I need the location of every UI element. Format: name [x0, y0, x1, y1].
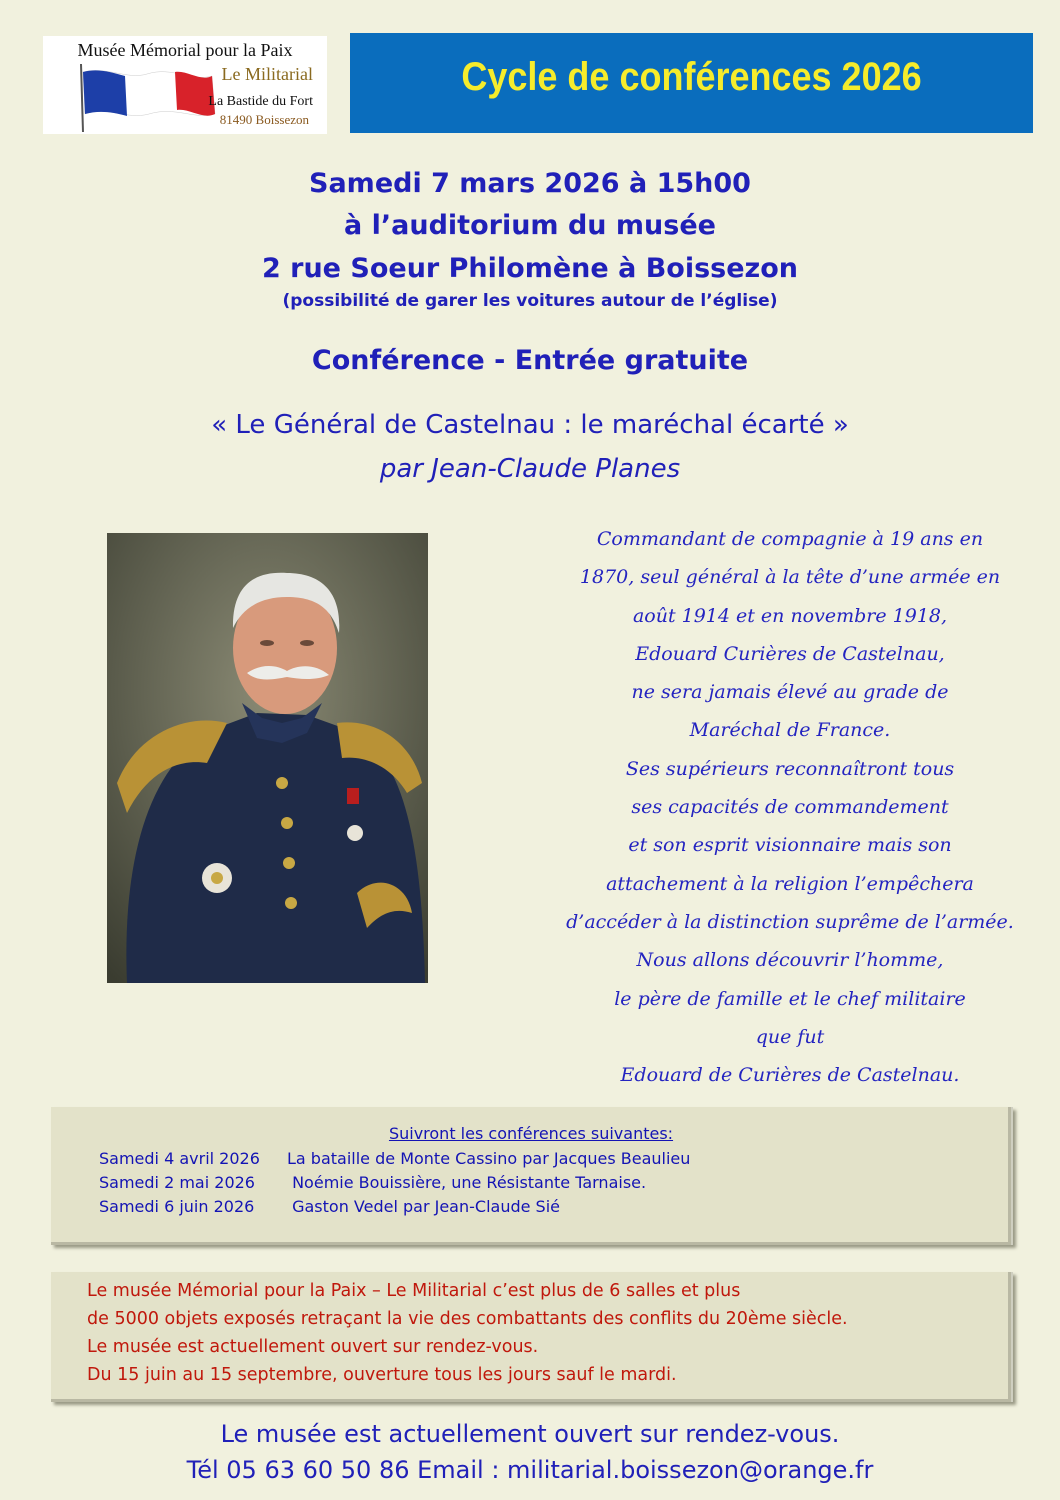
biography-line: Maréchal de France.	[689, 719, 891, 742]
upcoming-header: Suivront les conférences suivantes:	[388, 1124, 674, 1143]
biography-line: ne sera jamais élevé au grade de	[631, 681, 949, 704]
biography-line: Nous allons découvrir l’homme,	[636, 949, 944, 972]
footer-contact: Tél 05 63 60 50 86 Email : militarial.boissezon@orange.fr	[186, 1456, 874, 1484]
event-address: 2 rue Soeur Philomène à Boissezon	[261, 253, 799, 284]
list-item	[99, 1197, 560, 1216]
museum-info-line: Le musée est actuellement ouvert sur rendez-vous.	[87, 1337, 539, 1357]
conference-date: Samedi 6 juin 2026	[99, 1197, 255, 1216]
biography-line: le père de famille et le chef militaire	[614, 987, 966, 1010]
event-type: Conférence - Entrée gratuite	[311, 345, 749, 376]
conference-title: Noémie Bouissière, une Résistante Tarnaise.	[287, 1173, 647, 1192]
event-date: Samedi 7 mars 2026 à 15h00	[309, 168, 751, 199]
biography-line: attachement à la religion l’empêchera	[606, 872, 974, 895]
biography-line: ses capacités de commandement	[631, 796, 949, 819]
footer-opening: Le musée est actuellement ouvert sur rendez-vous.	[220, 1420, 840, 1448]
museum-info-line: Le musée Mémorial pour la Paix – Le Militarial c’est plus de 6 salles et plus	[87, 1281, 741, 1301]
title-banner	[350, 33, 1033, 133]
upcoming-conferences-box	[51, 1107, 1013, 1245]
general-portrait-image	[107, 533, 428, 983]
biography-line: et son esprit visionnaire mais son	[628, 834, 952, 857]
event-venue: à l’auditorium du musée	[344, 210, 716, 241]
conference-date: Samedi 4 avril 2026	[99, 1149, 260, 1168]
general-portrait-icon	[107, 533, 428, 983]
conference-date: Samedi 2 mai 2026	[99, 1173, 255, 1192]
biography-line: Commandant de compagnie à 19 ans en	[596, 528, 984, 550]
museum-info-line: de 5000 objets exposés retraçant la vie des combattants des conflits du 20ème siècle.	[87, 1309, 848, 1329]
museum-logo	[43, 36, 327, 134]
biography-line: août 1914 et en novembre 1918,	[632, 604, 948, 627]
conference-title: Gaston Vedel par Jean-Claude Sié	[287, 1197, 560, 1216]
french-flag-icon	[77, 62, 227, 132]
logo-museum-name: Musée Mémorial pour la Paix	[77, 40, 293, 60]
biography-line: Ses supérieurs reconnaîtront tous	[625, 757, 955, 780]
logo-place: La Bastide du Fort	[208, 94, 313, 109]
page-title: Cycle de conférences 2026	[461, 55, 922, 99]
biography-line: d’accéder à la distinction suprême de l’armée.	[566, 910, 1014, 933]
conference-title: La bataille de Monte Cassino par Jacques Beaulieu	[287, 1149, 691, 1168]
talk-title: « Le Général de Castelnau : le maréchal écarté »	[211, 410, 849, 440]
biography-line: Edouard Curières de Castelnau,	[635, 642, 945, 665]
parking-note: (possibilité de garer les voitures autour de l’église)	[282, 291, 778, 311]
list-item	[99, 1149, 690, 1168]
speaker: par Jean-Claude Planes	[379, 454, 681, 484]
logo-militarial: Le Militarial	[221, 64, 313, 84]
museum-info-line: Du 15 juin au 15 septembre, ouverture tous les jours sauf le mardi.	[87, 1365, 677, 1385]
biography-line: que fut	[755, 1025, 825, 1048]
list-item	[99, 1173, 646, 1192]
biography-line: 1870, seul général à la tête d’une armée en	[579, 566, 1001, 589]
biography-line: Edouard de Curières de Castelnau.	[620, 1064, 960, 1087]
museum-info-box	[51, 1272, 1013, 1402]
biography-text	[540, 520, 1040, 1094]
logo-postcode: 81490 Boissezon	[219, 112, 309, 127]
